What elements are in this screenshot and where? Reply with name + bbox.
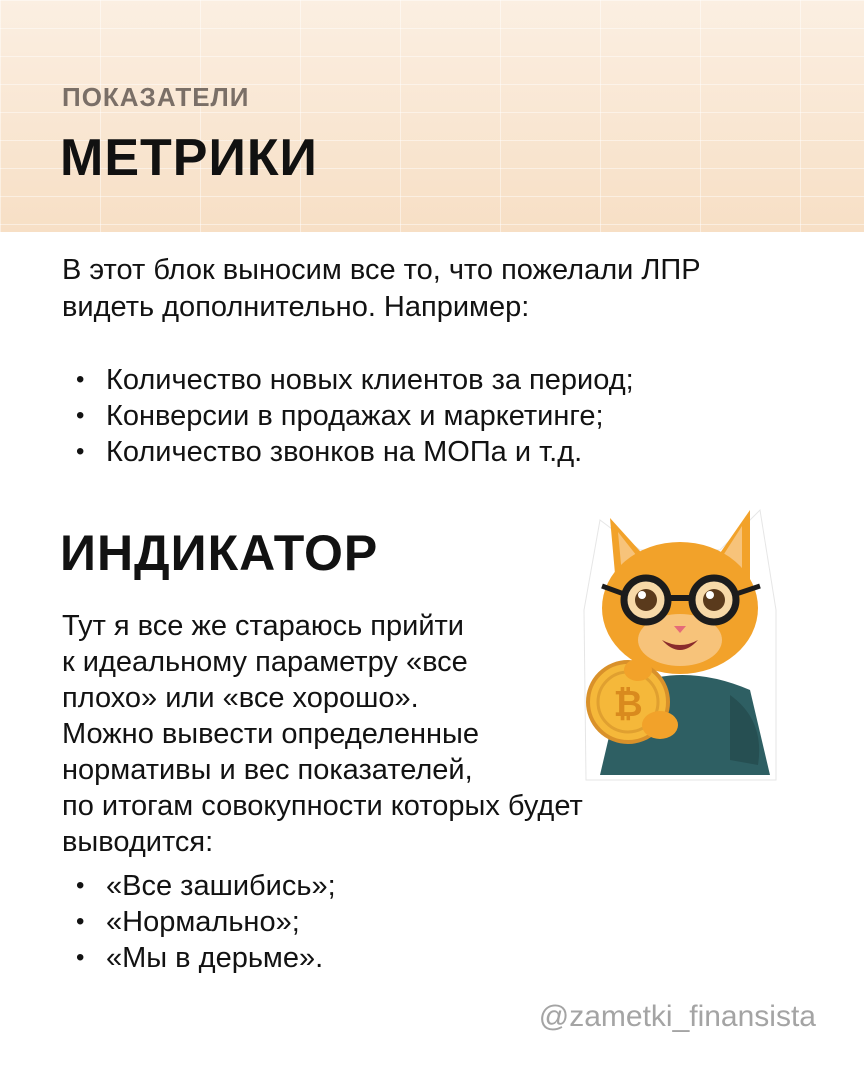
section-kicker: ПОКАЗАТЕЛИ [62,82,250,112]
indicator-line: Тут я все же стараюсь прийти [62,610,465,642]
list-item: • «Нормально»; [62,904,336,940]
indicator-list [62,868,336,976]
list-item: • «Все зашибись»; [62,868,336,904]
page-title: МЕТРИКИ [60,129,318,187]
indicator-line: плохо» или «все хорошо». [62,682,419,714]
indicator-heading: ИНДИКАТОР [60,525,379,581]
list-item: • Количество новых клиентов за период; [62,362,634,398]
indicator-line: выводится: [62,826,214,858]
indicator-line: Можно вывести определенные [62,718,479,750]
metrics-intro: В этот блок выносим все то, что пожелали ЛПР видеть дополнительно. Например: [62,254,701,323]
list-item: • Конверсии в продажах и маркетинге; [62,398,634,434]
metrics-list [62,362,634,470]
header-band [0,0,864,232]
svg-text:₿: ₿ [613,684,643,725]
cat-with-coin-icon [580,490,780,790]
indicator-line: к идеальному параметру «все [62,646,468,678]
list-item: • «Мы в дерьме». [62,940,336,976]
author-handle: @zametki_finansista [538,1000,816,1033]
list-item: • Количество звонков на МОПа и т.д. [62,434,634,470]
indicator-line: по итогам совокупности которых будет [62,790,583,822]
indicator-line: нормативы и вес показателей, [62,754,473,786]
